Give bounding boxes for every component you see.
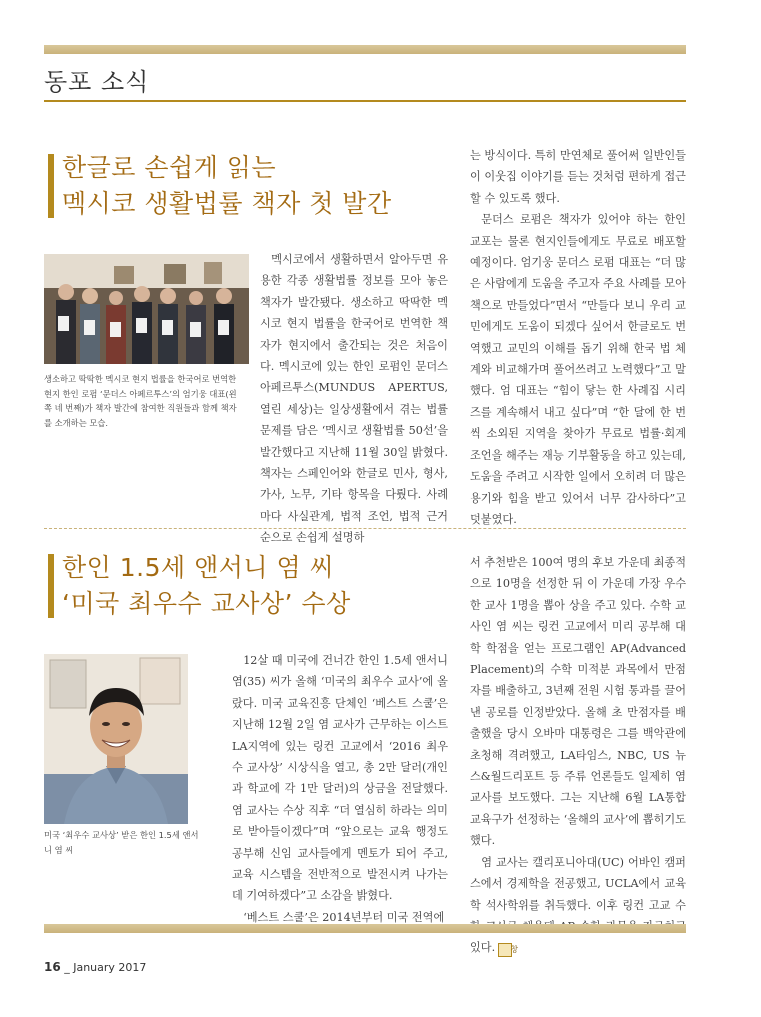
issue-date: January 2017	[73, 961, 147, 974]
article1-photo	[44, 254, 249, 364]
footer-band	[44, 924, 686, 933]
article2-paragraph	[470, 852, 686, 959]
article1-headline-line1: 한글로 손쉽게 읽는	[62, 153, 277, 182]
article2-last-paragraph-text: 염 교사는 캘리포니아대(UC) 어바인 캠퍼스에서 경제학을 전공했고, UCLA에서 교육학 석사학위를 취득했다. 이후 링컨 고교 수 있다.	[470, 855, 686, 955]
article2-column-right	[470, 552, 686, 955]
article1-headline	[62, 150, 392, 222]
headline-accent-bar	[48, 554, 54, 618]
header-band	[44, 45, 686, 54]
article-divider	[44, 528, 686, 529]
article2-caption: 미국 ‘최우수 교사상’ 받은 한인 1.5세 앤서니 염 씨	[44, 830, 199, 855]
article2-headline-line1: 한인 1.5세 앤서니 염 씨	[62, 553, 335, 582]
footer-separator: _	[64, 961, 70, 974]
article2-paragraph: 12살 때 미국에 건너간 한인 1.5세 앤서니 염(35) 씨가 올해 ‘미국의 최우수 교사’에 올랐다. 미국 교육진흥 단체인 ‘베스트 스쿨’은 지난해 12월 2일 염 교사가 근무하는 이스트 LA지역에 있는 링컨 고교에서 ‘2016 최우수 교사상’ 시상식을 열고, 총 2만 달러(개인과 학교에 각 1만 달러)의 상금을 전달했다. 염 교사는 수상 직후 “더 열심히 하라는 의미로 받아들이겠다”며 “앞으로는 교육 행정도 공부해 신임 교사들에게 멘토가 되어 주고, 교육 시스템을 전반적으로 발전시켜 나가는 데 기여하겠다”고 소감을 밝혔다.	[232, 654, 448, 903]
page-footer	[44, 960, 146, 974]
article2-headline	[62, 550, 351, 622]
headline-accent-bar	[48, 154, 54, 218]
article1-paragraph: 멕시코에서 생활하면서 알아두면 유용한 각종 생활법률 정보를 모아 놓은 책자가 발간됐다. 생소하고 딱딱한 멕시코 현지 법률을 한국어로 번역한 책자가 현지에서 출간되는 것은 처음이다. 멕시코에 있는 한인 로펌인 문더스 아페르투스(MUNDUS APERTUS, 열린 세상)는 일상생활에서 겪는 법률문제를 담은 ‘멕시코 생활법률 50선’을 발간했다고 지난해 11월 30일 밝혔다. 책자는 스페인어와 한글로 민사, 형사, 가사, 노무, 기타 항목을 다뤘다. 사례마다 사실관계, 법적 조언, 법적 근거 순으로 손쉽게 설명하	[260, 253, 448, 545]
article1-paragraph: 문더스 로펌은 책자가 있어야 하는 한인 교포는 물론 현지인들에게도 무료로 배포할 예정이다. 엄기웅 문더스 로펌 대표는 “더 많은 사람에게 도움을 주고자 주요 사례를 모아 책으로 만들었다”면서 “만들다 보니 우리 교민에게도 도움이 되겠다 싶어서 한글로도 번역했고 교민의 이해를 돕기 위해 한국 법 체계와 비교해가며 풀어쓰려고 노력했다”고 말했다. 엄 대표는 “힘이 닿는 한 사례집 시리즈를 계속해서 내고 싶다”며 “한 달에 한 번씩 소외된 지역을 찾아가 무료로 법률·회계 조언을 해주는 재능 기부활동을 하고 있는데, 도움을 주려고 시작한 일에서 오히려 더 많은 용기와 힘을 받고 있어서 너무 감사하다”고 덧붙였다.	[470, 213, 686, 526]
page-number: 16	[44, 960, 61, 974]
section-title: 동포 소식	[44, 68, 150, 96]
article1-column-right	[470, 145, 686, 526]
header-rule	[44, 100, 686, 102]
end-mark-icon: 창	[498, 943, 512, 957]
article2-paragraph: ‘베스트 스쿨’은 2014년부터 미국 전역에	[243, 910, 445, 924]
article1-caption: 생소하고 딱딱한 멕시코 현지 법률을 한국어로 번역한 현지 한인 로펌 ‘문더스 아페르투스’의 엄기웅 대표(왼쪽 네 번째)가 책자 발간에 참여한 직원들과 함께 책자를 소개하는 모습.	[44, 374, 237, 428]
article2-photo	[44, 654, 188, 824]
article1-column-middle	[260, 249, 448, 545]
article2-column-middle	[232, 650, 448, 924]
article1-paragraph: 는 방식이다. 특히 만연체로 풀어써 일반인들이 이웃집 이야기를 듣는 것처럼 편하게 접근할 수 있도록 했다.	[470, 149, 686, 205]
article2-paragraph: 서 추천받은 100여 명의 후보 가운데 최종적으로 10명을 선정한 뒤 이 가운데 가장 우수한 교사 1명을 뽑아 상을 주고 있다. 수학 교사인 염 씨는 링컨 고교에서 미리 공부해 대학 학점을 얻는 프로그램인 AP(Advanced Placement)의 수학 미적분 과목에서 만점자를 배출하고, 3년째 전원 시험 통과를 끌어낸 공로를 인정받았다. 올해 초 만점자를 배출했을 당시 오바마 대통령은 그를 백악관에 초청해 격려했고, LA타임스, NBC, US 뉴스&월드리포트 등 주류 언론들도 일제히 염 교사를 보도했다. 그는 지난해 6월 LA통합교육구가 선정하는 ‘올해의 교사’에 뽑히기도 했다.	[470, 556, 686, 848]
article2-headline-line2: ‘미국 최우수 교사상’ 수상	[62, 589, 351, 618]
article1-headline-line2: 멕시코 생활법률 책자 첫 발간	[62, 189, 392, 218]
